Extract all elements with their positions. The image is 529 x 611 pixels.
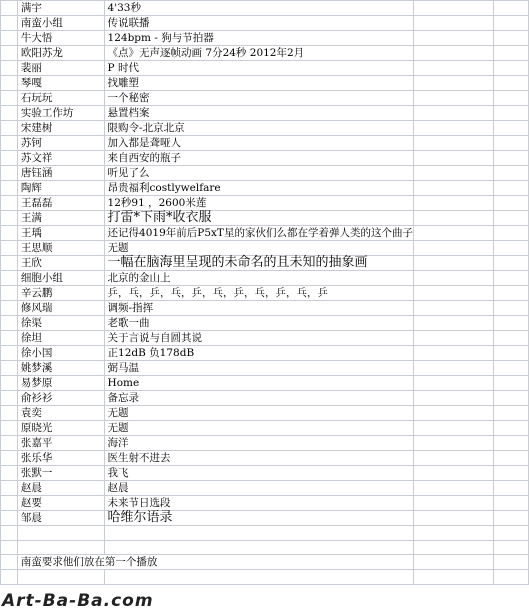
row-header-cell[interactable] xyxy=(1,361,18,376)
empty-cell[interactable] xyxy=(413,526,493,541)
row-header-cell[interactable] xyxy=(1,151,18,166)
row-header-cell[interactable] xyxy=(1,466,18,481)
artist-cell[interactable] xyxy=(17,526,104,541)
row-header-cell[interactable] xyxy=(1,106,18,121)
table-row xyxy=(1,46,529,61)
row-header-cell[interactable] xyxy=(1,391,18,406)
empty-cell[interactable] xyxy=(493,1,528,16)
row-header-cell[interactable] xyxy=(1,316,18,331)
empty-cell[interactable] xyxy=(493,256,528,271)
row-header-cell[interactable] xyxy=(1,301,18,316)
artist-cell[interactable]: 俞衫衫 xyxy=(17,391,104,406)
title-cell[interactable]: 昂贵福利costlywelfare xyxy=(104,181,413,196)
empty-cell[interactable] xyxy=(493,106,528,121)
row-header-cell[interactable] xyxy=(1,555,18,570)
artist-cell[interactable]: 唐钰涵 xyxy=(17,166,104,181)
artist-cell[interactable]: 原晓光 xyxy=(17,421,104,436)
table-row xyxy=(1,121,529,136)
empty-cell[interactable] xyxy=(413,376,493,391)
artist-cell[interactable] xyxy=(17,540,104,555)
title-cell[interactable]: 传说联播 xyxy=(104,16,413,31)
table-row xyxy=(1,271,529,286)
empty-cell[interactable] xyxy=(493,301,528,316)
empty-cell[interactable] xyxy=(413,481,493,496)
row-header-cell[interactable] xyxy=(1,376,18,391)
artist-cell[interactable]: 满宇 xyxy=(17,1,104,16)
empty-cell[interactable] xyxy=(413,570,493,585)
title-cell[interactable]: 赵晨 xyxy=(104,481,413,496)
artist-cell[interactable]: 徐渠 xyxy=(17,316,104,331)
title-cell[interactable]: 北京的金山上 xyxy=(104,271,413,286)
artist-cell[interactable]: 宋建树 xyxy=(17,121,104,136)
table-row xyxy=(1,540,529,555)
title-cell[interactable]: 124bpm - 狗与节拍器 xyxy=(104,31,413,46)
title-cell[interactable]: P 时代 xyxy=(104,61,413,76)
row-header-cell[interactable] xyxy=(1,406,18,421)
table-row xyxy=(1,316,529,331)
row-header-cell[interactable] xyxy=(1,346,18,361)
empty-cell[interactable] xyxy=(413,241,493,256)
empty-cell[interactable] xyxy=(413,540,493,555)
empty-cell[interactable] xyxy=(493,61,528,76)
empty-cell[interactable] xyxy=(413,511,493,526)
artist-cell[interactable]: 陶辉 xyxy=(17,181,104,196)
row-header-cell[interactable] xyxy=(1,511,18,526)
title-cell[interactable]: 正12dB 负178dB xyxy=(104,346,413,361)
artist-cell[interactable]: 王欣 xyxy=(17,256,104,271)
empty-cell[interactable] xyxy=(413,256,493,271)
title-cell[interactable] xyxy=(104,540,413,555)
empty-cell[interactable] xyxy=(413,361,493,376)
empty-cell[interactable] xyxy=(413,436,493,451)
artist-cell[interactable]: 赵晨 xyxy=(17,481,104,496)
table-row xyxy=(1,286,529,301)
table-row xyxy=(1,256,529,271)
title-cell[interactable]: 无题 xyxy=(104,241,413,256)
table-row xyxy=(1,196,529,211)
empty-cell[interactable] xyxy=(413,61,493,76)
row-header-cell[interactable] xyxy=(1,16,18,31)
artist-cell[interactable] xyxy=(17,570,104,585)
artist-cell[interactable]: 牛大悟 xyxy=(17,31,104,46)
table-row xyxy=(1,211,529,226)
title-cell[interactable]: 无题 xyxy=(104,406,413,421)
title-cell[interactable]: 弼马温 xyxy=(104,361,413,376)
empty-cell[interactable] xyxy=(493,511,528,526)
empty-cell[interactable] xyxy=(493,526,528,541)
table-row xyxy=(1,226,529,241)
artist-cell[interactable]: 易梦原 xyxy=(17,376,104,391)
artist-cell[interactable]: 徐小国 xyxy=(17,346,104,361)
empty-cell[interactable] xyxy=(493,540,528,555)
empty-cell[interactable] xyxy=(493,331,528,346)
empty-cell[interactable] xyxy=(493,376,528,391)
title-cell[interactable]: 悬置档案 xyxy=(104,106,413,121)
row-header-cell[interactable] xyxy=(1,76,18,91)
empty-cell[interactable] xyxy=(413,555,493,570)
title-cell[interactable]: 还记得4019年前后P5xT星的家伙们么都在学着弹人类的这个曲子 xyxy=(104,226,413,241)
empty-cell[interactable] xyxy=(413,466,493,481)
empty-cell[interactable] xyxy=(413,1,493,16)
row-header-cell[interactable] xyxy=(1,31,18,46)
table-row xyxy=(1,91,529,106)
empty-cell[interactable] xyxy=(413,121,493,136)
empty-cell[interactable] xyxy=(413,271,493,286)
table-row xyxy=(1,151,529,166)
artist-cell[interactable]: 苏文祥 xyxy=(17,151,104,166)
artist-cell[interactable]: 姚梦溪 xyxy=(17,361,104,376)
empty-cell[interactable] xyxy=(493,181,528,196)
row-header-cell[interactable] xyxy=(1,421,18,436)
row-header-cell[interactable] xyxy=(1,526,18,541)
artist-cell[interactable]: 南蛮要求他们放在第一个播放 xyxy=(17,555,413,570)
title-cell[interactable]: 老歌一曲 xyxy=(104,316,413,331)
table-row xyxy=(1,481,529,496)
title-cell[interactable]: 12秒91 ，2600米莲 xyxy=(104,196,413,211)
title-cell[interactable]: 加入都是聋哑人 xyxy=(104,136,413,151)
table-row xyxy=(1,451,529,466)
empty-cell[interactable] xyxy=(493,271,528,286)
empty-cell[interactable] xyxy=(493,211,528,226)
row-header-cell[interactable] xyxy=(1,61,18,76)
empty-cell[interactable] xyxy=(413,451,493,466)
row-header-cell[interactable] xyxy=(1,166,18,181)
row-header-cell[interactable] xyxy=(1,481,18,496)
row-header-cell[interactable] xyxy=(1,271,18,286)
table-row xyxy=(1,166,529,181)
title-cell[interactable]: 找雕塑 xyxy=(104,76,413,91)
empty-cell[interactable] xyxy=(413,421,493,436)
row-header-cell[interactable] xyxy=(1,211,18,226)
artist-cell[interactable]: 张嘉平 xyxy=(17,436,104,451)
artist-cell[interactable]: 赵要 xyxy=(17,496,104,511)
empty-cell[interactable] xyxy=(413,406,493,421)
artist-cell[interactable]: 徐坦 xyxy=(17,331,104,346)
artist-cell[interactable]: 王磊磊 xyxy=(17,196,104,211)
empty-cell[interactable] xyxy=(493,16,528,31)
title-cell[interactable]: 未来节日选段 xyxy=(104,496,413,511)
empty-cell[interactable] xyxy=(493,166,528,181)
title-cell[interactable]: 《点》无声逐帧动画 7分24秒 2012年2月 xyxy=(104,46,413,61)
empty-cell[interactable] xyxy=(493,91,528,106)
table-row xyxy=(1,331,529,346)
empty-cell[interactable] xyxy=(493,31,528,46)
title-cell[interactable]: 调频-指挥 xyxy=(104,301,413,316)
title-cell[interactable]: 打雷*下雨*收衣服 xyxy=(104,211,413,226)
artist-cell[interactable]: 欧阳苏龙 xyxy=(17,46,104,61)
artist-cell[interactable]: 张乐华 xyxy=(17,451,104,466)
empty-cell[interactable] xyxy=(413,496,493,511)
table-row xyxy=(1,301,529,316)
row-header-cell[interactable] xyxy=(1,540,18,555)
empty-cell[interactable] xyxy=(493,436,528,451)
artist-cell[interactable]: 辛云鹏 xyxy=(17,286,104,301)
row-header-cell[interactable] xyxy=(1,136,18,151)
table-row xyxy=(1,526,529,541)
row-header-cell[interactable] xyxy=(1,226,18,241)
empty-cell[interactable] xyxy=(413,331,493,346)
empty-cell[interactable] xyxy=(493,496,528,511)
artist-cell[interactable]: 王思顺 xyxy=(17,241,104,256)
title-cell[interactable]: 备忘录 xyxy=(104,391,413,406)
row-header-cell[interactable] xyxy=(1,496,18,511)
empty-cell[interactable] xyxy=(413,346,493,361)
table-row xyxy=(1,406,529,421)
table-row xyxy=(1,361,529,376)
row-header-cell[interactable] xyxy=(1,1,18,16)
empty-cell[interactable] xyxy=(493,196,528,211)
empty-cell[interactable] xyxy=(493,226,528,241)
row-header-cell[interactable] xyxy=(1,241,18,256)
table-row xyxy=(1,376,529,391)
table-row xyxy=(1,496,529,511)
empty-cell[interactable] xyxy=(493,316,528,331)
empty-cell[interactable] xyxy=(413,166,493,181)
row-header-cell[interactable] xyxy=(1,46,18,61)
artist-cell[interactable]: 张默一 xyxy=(17,466,104,481)
table-row xyxy=(1,1,529,16)
empty-cell[interactable] xyxy=(493,406,528,421)
empty-cell[interactable] xyxy=(413,391,493,406)
table-row xyxy=(1,106,529,121)
artist-cell[interactable]: 实验工作坊 xyxy=(17,106,104,121)
artist-cell[interactable]: 修风瑞 xyxy=(17,301,104,316)
row-header-cell[interactable] xyxy=(1,181,18,196)
empty-cell[interactable] xyxy=(413,106,493,121)
title-cell[interactable]: 一个秘密 xyxy=(104,91,413,106)
empty-cell[interactable] xyxy=(493,555,528,570)
empty-cell[interactable] xyxy=(493,361,528,376)
empty-cell[interactable] xyxy=(413,91,493,106)
title-cell[interactable]: 我飞 xyxy=(104,466,413,481)
empty-cell[interactable] xyxy=(493,286,528,301)
empty-cell[interactable] xyxy=(493,136,528,151)
artist-cell[interactable]: 细胞小组 xyxy=(17,271,104,286)
row-header-cell[interactable] xyxy=(1,121,18,136)
table-row xyxy=(1,466,529,481)
artist-cell[interactable]: 王瑀 xyxy=(17,226,104,241)
empty-cell[interactable] xyxy=(413,181,493,196)
empty-cell[interactable] xyxy=(413,316,493,331)
table-row xyxy=(1,391,529,406)
empty-cell[interactable] xyxy=(413,16,493,31)
row-header-cell[interactable] xyxy=(1,331,18,346)
empty-cell[interactable] xyxy=(493,451,528,466)
empty-cell[interactable] xyxy=(413,31,493,46)
title-cell[interactable]: 关于言说与自圆其说 xyxy=(104,331,413,346)
empty-cell[interactable] xyxy=(413,136,493,151)
title-cell[interactable]: 听见了么 xyxy=(104,166,413,181)
table-row xyxy=(1,181,529,196)
table-row xyxy=(1,421,529,436)
table-row xyxy=(1,241,529,256)
title-cell[interactable]: 乒，乓，乒，乓，乒，乓，乒，乓，乒，乓，乒 xyxy=(104,286,413,301)
title-cell[interactable]: 海洋 xyxy=(104,436,413,451)
artist-cell[interactable]: 南蛮小组 xyxy=(17,16,104,31)
title-cell[interactable]: 4'33秒 xyxy=(104,1,413,16)
table-row xyxy=(1,61,529,76)
empty-cell[interactable] xyxy=(413,226,493,241)
empty-cell[interactable] xyxy=(493,421,528,436)
artist-cell[interactable]: 苏钶 xyxy=(17,136,104,151)
table-row xyxy=(1,346,529,361)
watermark-text: Art-Ba-Ba.com xyxy=(2,591,154,611)
empty-cell[interactable] xyxy=(493,46,528,61)
title-cell[interactable]: 哈维尔语录 xyxy=(104,511,413,526)
empty-cell[interactable] xyxy=(413,196,493,211)
empty-cell[interactable] xyxy=(493,241,528,256)
title-cell[interactable]: 无题 xyxy=(104,421,413,436)
row-header-cell[interactable] xyxy=(1,570,18,585)
empty-cell[interactable] xyxy=(413,301,493,316)
row-header-cell[interactable] xyxy=(1,256,18,271)
table-row xyxy=(1,555,529,570)
artist-cell[interactable]: 袁奕 xyxy=(17,406,104,421)
artist-cell[interactable]: 裴丽 xyxy=(17,61,104,76)
empty-cell[interactable] xyxy=(493,481,528,496)
title-cell[interactable]: 一幅在脑海里呈现的未命名的且未知的抽象画 xyxy=(104,256,413,271)
artist-cell[interactable]: 琴嘎 xyxy=(17,76,104,91)
artist-cell[interactable]: 王满 xyxy=(17,211,104,226)
empty-cell[interactable] xyxy=(413,211,493,226)
row-header-cell[interactable] xyxy=(1,91,18,106)
table-row xyxy=(1,16,529,31)
table-row xyxy=(1,511,529,526)
empty-cell[interactable] xyxy=(493,391,528,406)
empty-cell[interactable] xyxy=(413,76,493,91)
table-row xyxy=(1,76,529,91)
artist-cell[interactable]: 邹晨 xyxy=(17,511,104,526)
empty-cell[interactable] xyxy=(493,570,528,585)
table-row xyxy=(1,31,529,46)
empty-cell[interactable] xyxy=(493,346,528,361)
title-cell[interactable]: Home xyxy=(104,376,413,391)
row-header-cell[interactable] xyxy=(1,436,18,451)
title-cell[interactable]: 限购令-北京北京 xyxy=(104,121,413,136)
empty-cell[interactable] xyxy=(493,466,528,481)
empty-cell[interactable] xyxy=(413,46,493,61)
title-cell[interactable]: 来自西安的瓶子 xyxy=(104,151,413,166)
table-row xyxy=(1,436,529,451)
title-cell[interactable] xyxy=(104,526,413,541)
table-row xyxy=(1,570,529,585)
empty-cell[interactable] xyxy=(493,121,528,136)
title-cell[interactable]: 医生射不进去 xyxy=(104,451,413,466)
empty-cell[interactable] xyxy=(413,286,493,301)
row-header-cell[interactable] xyxy=(1,196,18,211)
empty-cell[interactable] xyxy=(413,151,493,166)
empty-cell[interactable] xyxy=(493,76,528,91)
empty-cell[interactable] xyxy=(493,151,528,166)
row-header-cell[interactable] xyxy=(1,286,18,301)
row-header-cell[interactable] xyxy=(1,451,18,466)
table-row xyxy=(1,136,529,151)
title-cell[interactable] xyxy=(104,570,413,585)
artist-cell[interactable]: 石玩玩 xyxy=(17,91,104,106)
